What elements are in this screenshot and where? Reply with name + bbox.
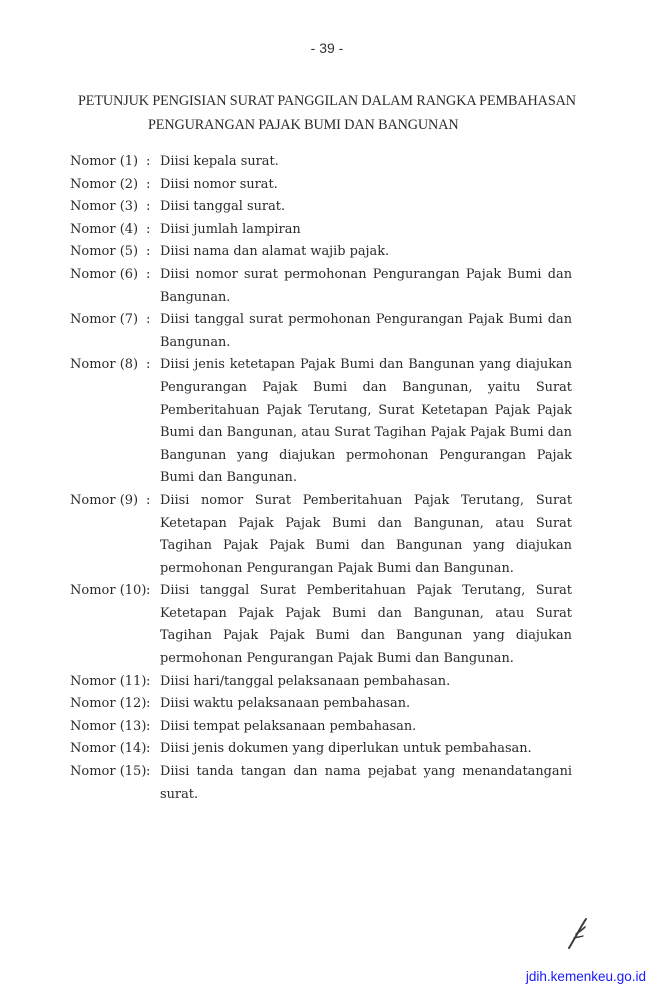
entry-colon: :	[146, 492, 151, 508]
instruction-entry	[70, 174, 572, 197]
entry-text: Diisi jumlah lampiran	[160, 221, 301, 237]
entry-text: Diisi jenis dokumen yang diperlukan untuk pembahasan.	[160, 741, 532, 757]
entry-label: Nomor (8)	[70, 357, 139, 373]
instruction-entry	[70, 716, 572, 739]
entry-label: Nomor (12)	[70, 696, 147, 712]
jdih-website-link[interactable]: jdih.kemenkeu.go.id	[525, 969, 646, 984]
entry-colon: :	[146, 312, 151, 328]
instruction-entry	[70, 490, 572, 580]
entry-label: Nomor (2)	[70, 176, 139, 192]
entry-text: Diisi tanggal Surat Pemberitahuan Pajak Terutang, Surat Ketetapan Pajak Pajak Bumi dan Bangunan, atau Surat Tagihan Pajak Pajak Bumi dan Bangunan yang diajukan permohonan Pengurangan Pajak Bumi dan Bangunan.	[160, 583, 572, 667]
instruction-entry	[70, 354, 572, 490]
entry-label: Nomor (9)	[70, 492, 139, 508]
entry-label: Nomor (13)	[70, 718, 147, 734]
entry-label: Nomor (15)	[70, 764, 147, 780]
entry-text: Diisi tanda tangan dan nama pejabat yang menandatangani surat.	[160, 764, 572, 802]
entry-text: Diisi nama dan alamat wajib pajak.	[160, 244, 390, 260]
entry-colon: :	[146, 221, 151, 237]
instruction-entry	[70, 151, 572, 174]
instruction-entry	[70, 219, 572, 242]
instruction-entry	[70, 196, 572, 219]
instruction-entry	[70, 241, 572, 264]
entry-label: Nomor (7)	[70, 312, 139, 328]
entry-colon: :	[146, 199, 151, 215]
entry-colon: :	[146, 266, 151, 282]
entry-colon: :	[146, 696, 151, 712]
entry-text: Diisi waktu pelaksanaan pembahasan.	[160, 696, 411, 712]
page-number: - 39 -	[310, 40, 344, 56]
entry-label: Nomor (10)	[70, 583, 147, 599]
entry-colon: :	[146, 673, 151, 689]
entry-text: Diisi nomor surat permohonan Pengurangan Pajak Bumi dan Bangunan.	[160, 266, 572, 305]
instruction-entry	[70, 761, 572, 806]
entry-label: Nomor (11)	[70, 673, 147, 689]
instruction-entry	[70, 309, 572, 354]
entry-label: Nomor (14)	[70, 741, 147, 757]
entry-text: Diisi nomor Surat Pemberitahuan Pajak Terutang, Surat Ketetapan Pajak Pajak Bumi dan Bangunan, atau Surat Tagihan Pajak Pajak Bumi dan Bangunan yang diajukan permohonan Pengurangan Pajak Bumi dan Bangunan.	[160, 492, 572, 576]
entry-text: Diisi tanggal surat permohonan Pengurangan Pajak Bumi dan Bangunan.	[160, 312, 572, 350]
entry-text: Diisi hari/tanggal pelaksanaan pembahasan.	[160, 673, 451, 689]
entry-label: Nomor (4)	[70, 221, 139, 237]
entry-colon: :	[146, 357, 151, 373]
paraf-signature-icon	[566, 916, 590, 950]
entry-text: Diisi nomor surat.	[160, 176, 278, 192]
instruction-entry	[70, 738, 572, 761]
entry-colon: :	[146, 176, 151, 192]
entry-colon: :	[146, 154, 151, 169]
entry-colon: :	[146, 718, 151, 734]
entry-text: Diisi tempat pelaksanaan pembahasan.	[160, 718, 417, 734]
entry-text: Diisi tanggal surat.	[160, 199, 286, 215]
entry-colon: :	[146, 583, 151, 599]
instruction-entry	[70, 264, 572, 309]
instruction-entry	[70, 693, 572, 716]
entry-colon: :	[146, 764, 151, 780]
entry-label: Nomor (3)	[70, 199, 139, 215]
entry-colon: :	[146, 244, 151, 260]
entry-text: Diisi jenis ketetapan Pajak Bumi dan Bangunan yang diajukan Pengurangan Pajak Bumi dan Bangunan, yaitu Surat Pemberitahuan Pajak Terutang, Surat Ketetapan Pajak Pajak Bumi dan Bangunan, atau Surat Tagihan Pajak Pajak Bumi dan Bangunan yang diajukan permohonan Pengurangan Pajak Bumi dan Bangunan.	[160, 357, 572, 486]
entry-label: Nomor (5)	[70, 244, 139, 260]
document-title-line-2: PENGURANGAN PAJAK BUMI DAN BANGUNAN	[148, 117, 459, 133]
entry-text: Diisi kepala surat.	[160, 154, 279, 169]
instruction-list	[70, 151, 572, 806]
document-title-line-1: PETUNJUK PENGISIAN SURAT PANGGILAN DALAM RANGKA PEMBAHASAN	[78, 93, 576, 109]
entry-label: Nomor (1)	[70, 154, 139, 169]
instruction-entry	[70, 671, 572, 694]
instruction-entry	[70, 580, 572, 670]
entry-label: Nomor (6)	[70, 266, 139, 282]
entry-colon: :	[146, 741, 151, 757]
